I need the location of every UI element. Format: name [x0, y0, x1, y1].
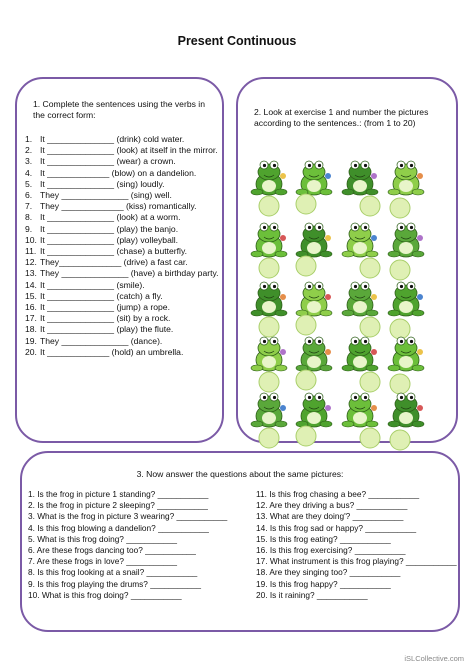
- question-item: 14. Is this frog sad or happy? ___________: [256, 522, 417, 533]
- item-number: 19.: [25, 335, 37, 346]
- question-item: 9. Is this frog playing the drums? ___________: [28, 578, 201, 589]
- item-number: 10.: [25, 234, 37, 245]
- exercise-1-item: [25, 168, 221, 179]
- exercise-1-item: [25, 268, 221, 279]
- exercise-3-panel: [20, 451, 460, 632]
- question-item: 19. Is this frog happy? ___________: [256, 578, 391, 589]
- answer-circle: [360, 196, 380, 216]
- question-item: 11. Is this frog chasing a bee? ___________: [256, 489, 420, 499]
- answer-circle: [259, 317, 279, 337]
- item-number: 14.: [25, 279, 37, 290]
- question-item: 7. Are these frogs in love? ___________: [28, 556, 177, 567]
- frog-illustration: [342, 161, 378, 195]
- answer-circle: [390, 374, 410, 394]
- exercise-1-item: [25, 235, 221, 246]
- answer-circle: [296, 426, 316, 446]
- item-number: 6.: [25, 190, 33, 201]
- frog-illustration: [342, 393, 378, 427]
- answer-circle: [296, 194, 316, 214]
- item-number: 20.: [25, 346, 37, 357]
- exercise-1-item: [25, 246, 221, 257]
- frog-illustration: [342, 223, 378, 257]
- questions-left-column: [28, 489, 227, 601]
- frog-illustration: [296, 161, 332, 195]
- exercise-1-list: [25, 134, 221, 358]
- frog-illustration: [296, 282, 332, 316]
- item-number: 13.: [25, 268, 37, 279]
- item-number: 9.: [25, 223, 33, 234]
- item-sentence: It ______________ (chase) a butterfly.: [40, 246, 187, 257]
- exercise-1-item: [25, 134, 221, 145]
- answer-circle: [390, 430, 410, 450]
- exercise-1-item: [25, 156, 221, 167]
- item-sentence: It ______________ (wear) a crown.: [40, 156, 176, 167]
- exercise-2-instruction: 2. Look at exercise 1 and number the pictures according to the sentences.: (from 1 to 20): [254, 107, 429, 128]
- frog-illustration: [388, 393, 424, 427]
- frog-illustration: [251, 223, 287, 257]
- exercise-1-item: [25, 313, 221, 324]
- question-item: 3. What is the frog in picture 3 wearing? ___________: [28, 511, 228, 522]
- exercise-1-panel: [15, 77, 224, 443]
- question-item: 8. Is this frog looking at a snail? ___________: [28, 567, 198, 578]
- question-item: 6. Are these frogs dancing too? ___________: [28, 545, 196, 556]
- item-sentence: It ______________ (play) the flute.: [40, 324, 174, 335]
- frog-illustration: [251, 393, 287, 427]
- question-item: 16. Is this frog exercising? ___________: [256, 545, 406, 556]
- question-item: 20. Is it raining? ___________: [256, 589, 368, 600]
- item-number: 3.: [25, 156, 33, 167]
- answer-circle: [390, 260, 410, 280]
- answer-circle: [390, 198, 410, 218]
- exercise-1-item: [25, 347, 221, 358]
- answer-circle: [360, 372, 380, 392]
- exercise-1-item: [25, 336, 221, 347]
- exercise-1-item: [25, 224, 221, 235]
- answer-circle: [360, 428, 380, 448]
- item-number: 2.: [25, 145, 33, 156]
- item-sentence: It ______________ (jump) a rope.: [40, 302, 170, 313]
- question-item: 10. What is this frog doing? ___________: [28, 589, 182, 600]
- frog-illustration: [251, 282, 287, 316]
- item-sentence: They_____________ (drive) a fast car.: [40, 257, 188, 268]
- exercise-1-item: [25, 280, 221, 291]
- item-number: 4.: [25, 167, 33, 178]
- item-sentence: It ______________ (look) at itself in the mirror.: [40, 145, 218, 156]
- frog-pictures-grid: [236, 77, 458, 443]
- frog-illustration: [251, 337, 287, 371]
- exercise-1-item: [25, 190, 221, 201]
- questions-right-column: [256, 489, 457, 601]
- frog-illustration: [296, 337, 332, 371]
- question-item: 4. Is this frog blowing a dandelion? ___________: [28, 522, 209, 533]
- exercise-1-item: [25, 291, 221, 302]
- item-sentence: It ______________ (play) volleyball.: [40, 234, 179, 245]
- frog-illustration: [388, 161, 424, 195]
- item-number: 5.: [25, 178, 33, 189]
- item-sentence: It ______________ (play) the banjo.: [40, 223, 179, 234]
- answer-circle: [360, 317, 380, 337]
- item-sentence: They _____________ (kiss) romantically.: [40, 201, 197, 212]
- item-number: 12.: [25, 257, 37, 268]
- item-sentence: It ______________ (sing) loudly.: [40, 178, 165, 189]
- exercise-1-item: [25, 302, 221, 313]
- item-number: 17.: [25, 313, 37, 324]
- question-item: 15. Is this frog eating? ___________: [256, 533, 391, 544]
- item-sentence: It ______________ (look) at a worm.: [40, 212, 181, 223]
- item-number: 15.: [25, 290, 37, 301]
- answer-circle: [259, 258, 279, 278]
- item-sentence: It ______________ (drink) cold water.: [40, 134, 185, 144]
- answer-circle: [259, 196, 279, 216]
- item-sentence: They ______________ (dance).: [40, 335, 163, 346]
- item-number: 18.: [25, 324, 37, 335]
- frog-illustration: [388, 223, 424, 257]
- frog-illustration: [251, 161, 287, 195]
- answer-circle: [360, 258, 380, 278]
- exercise-2-panel: [236, 77, 458, 443]
- item-number: 16.: [25, 302, 37, 313]
- item-number: 1.: [25, 134, 33, 144]
- question-item: 1. Is the frog in picture 1 standing? ___________: [28, 489, 209, 499]
- exercise-3-instruction: 3. Now answer the questions about the same pictures:: [136, 469, 344, 479]
- answer-circle: [259, 372, 279, 392]
- question-item: 2. Is the frog in picture 2 sleeping? ___________: [28, 500, 208, 511]
- item-number: 8.: [25, 212, 33, 223]
- item-sentence: They ______________ (sing) well.: [40, 190, 172, 201]
- question-item: 5. What is this frog doing? ___________: [28, 533, 177, 544]
- exercise-1-item: [25, 201, 221, 212]
- question-item: 17. What instrument is this frog playing? ___________: [256, 556, 457, 567]
- frog-illustration: [342, 282, 378, 316]
- answer-circle: [296, 256, 316, 276]
- answer-circle: [390, 319, 410, 339]
- question-item: 13. What are they doing'? ___________: [256, 511, 404, 522]
- frog-illustration: [296, 223, 332, 257]
- exercise-1-item: [25, 324, 221, 335]
- frog-illustration: [342, 337, 378, 371]
- item-sentence: It ______________ (catch) a fly.: [40, 290, 163, 301]
- question-item: 18. Are they singing too? ___________: [256, 567, 401, 578]
- item-sentence: It ______________ (sit) by a rock.: [40, 313, 171, 324]
- item-sentence: It _____________ (blow) on a dandelion.: [40, 167, 197, 178]
- answer-circle: [296, 315, 316, 335]
- exercise-1-item: [25, 212, 221, 223]
- item-sentence: It ______________ (smile).: [40, 279, 145, 290]
- answer-circle: [259, 428, 279, 448]
- exercise-1-instruction: 1. Complete the sentences using the verbs in the correct form:: [33, 99, 205, 120]
- item-number: 7.: [25, 201, 33, 212]
- item-number: 11.: [25, 246, 37, 257]
- question-item: 12. Are they driving a bus? ___________: [256, 500, 408, 511]
- page-title: Present Continuous: [177, 34, 297, 48]
- footer-credit: iSLCollective.com: [404, 654, 464, 663]
- answer-circle: [296, 370, 316, 390]
- item-sentence: They ______________ (have) a birthday party.: [40, 268, 219, 279]
- exercise-1-item: [25, 145, 221, 156]
- frog-illustration: [388, 282, 424, 316]
- exercise-1-item: [25, 179, 221, 190]
- frog-illustration: [296, 393, 332, 427]
- frog-illustration: [388, 337, 424, 371]
- exercise-1-item: [25, 257, 221, 268]
- item-sentence: It _____________ (hold) an umbrella.: [40, 346, 184, 357]
